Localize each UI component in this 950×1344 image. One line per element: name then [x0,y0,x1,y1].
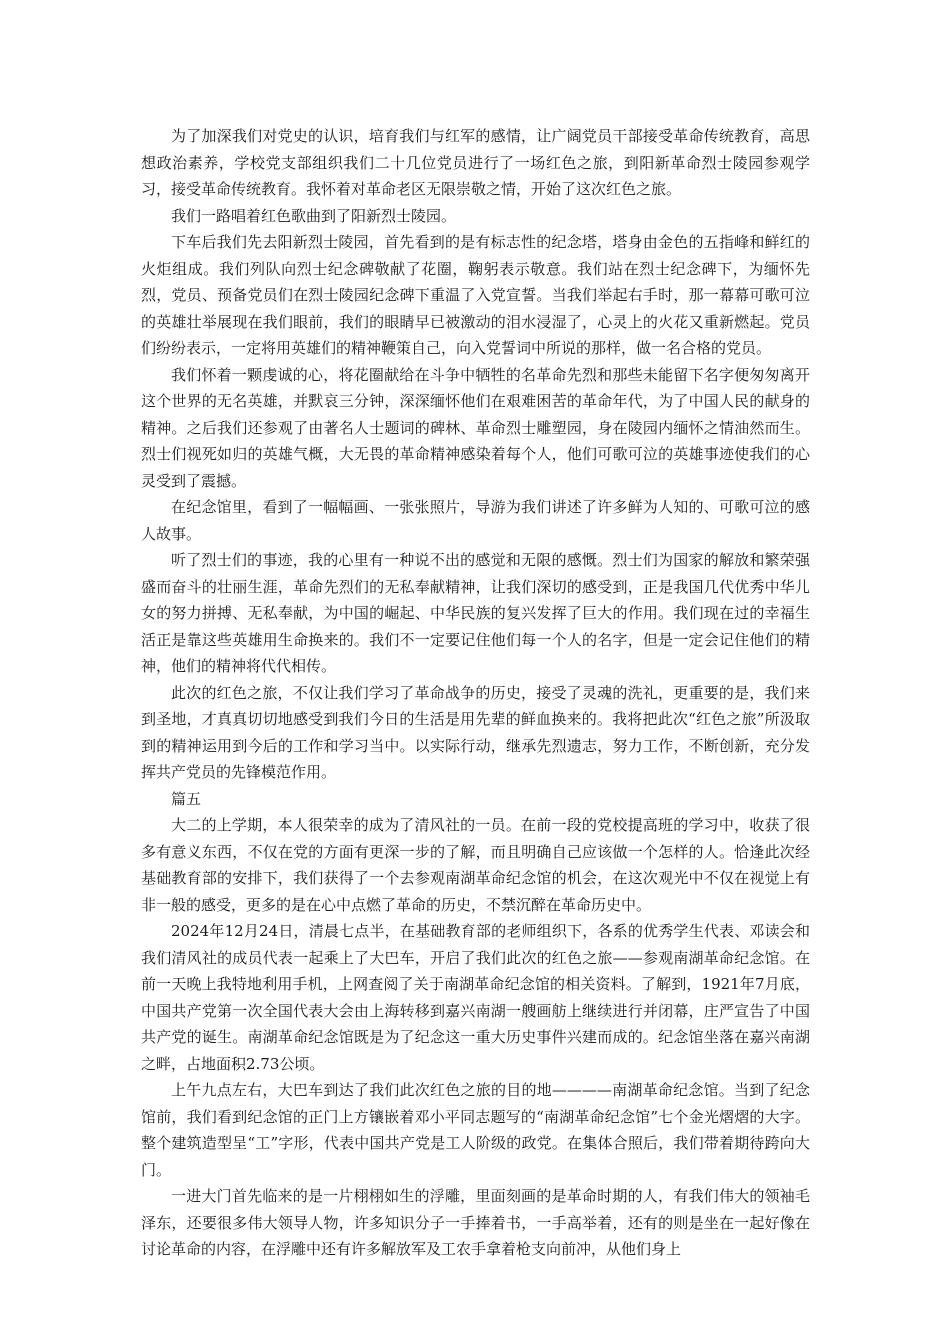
paragraph-memorial-tower: 下车后我们先去阳新烈士陵园，首先看到的是有标志性的纪念塔，塔身由金色的五指峰和鲜红的火炬组成。我们列队向烈士纪念碑敬献了花圈，鞠躬表示敬意。我们站在烈士纪念碑下，为缅怀先烈，党员、预备党员们在烈士陵园纪念碑下重温了入党宣誓。当我们举起右手时，那一幕幕可歌可泣的英雄壮举展现在我们眼前，我们的眼睛早已被激动的泪水浸湿了，心灵上的火花又重新燃起。党员们纷纷表示，一定将用英雄们的精神鞭策自己，向入党誓词中所说的那样，做一名合格的党员。 [141,233,810,357]
paragraph-museum: 在纪念馆里，看到了一幅幅画、一张张照片，导游为我们讲述了许多鲜为人知的、可歌可泣的感人故事。 [141,498,810,543]
paragraph-relief: 一进大门首先临来的是一片栩栩如生的浮雕，里面刻画的是革命时期的人，有我们伟大的领袖毛泽东，还要很多伟大领导人物，许多知识分子一手捧着书，一手高举着，还有的则是坐在一起好像在讨论革命的内容，在浮雕中还有许多解放军及工农手拿着枪支向前冲，从他们身上 [141,1187,810,1258]
document-page [141,123,810,1263]
paragraph-arrival: 上午九点左右，大巴车到达了我们此次红色之旅的目的地————南湖革命纪念馆。当到了纪念馆前，我们看到纪念馆的正门上方镶嵌着邓小平同志题写的“南湖革命纪念馆”七个金光熠熠的大字。整个建筑造型呈“工”字形，代表中国共产党是工人阶级的政党。在集体合照后，我们带着期待跨向大门。 [141,1081,810,1179]
paragraph-songs: 我们一路唱着红色歌曲到了阳新烈士陵园。 [171,206,457,225]
paragraph-reflection: 听了烈士们的事迹，我的心里有一种说不出的感觉和无限的感慨。烈士们为国家的解放和繁荣强盛而奋斗的壮丽生涯，革命先烈们的无私奉献精神，让我们深切的感受到，正是我国几代优秀中华儿女的努力拼搏、无私奉献，为中国的崛起、中华民族的复兴发挥了巨大的作用。我们现在过的幸福生活正是靠这些英雄用生命换来的。我们不一定要记住他们每一个人的名字，但是一定会记住他们的精神，他们的精神将代代相传。 [141,551,810,675]
paragraph-intro: 为了加深我们对党史的认识，培育我们与红军的感情，让广阔党员干部接受革命传统教育，高思想政治素养，学校党支部组织我们二十几位党员进行了一场红色之旅，到阳新革命烈士陵园参观学习，接受革命传统教育。我怀着对革命老区无限崇敬之情，开始了这次红色之旅。 [141,127,810,198]
section-heading-part-five: 篇五 [171,789,202,808]
paragraph-trip-date: 2024年12月24日，清晨七点半，在基础教育部的老师组织下，各系的优秀学生代表、邓读会和我们清风社的成员代表一起乘上了大巴车，开启了我们此次的红色之旅——参观南湖革命纪念馆。在前一天晚上我特地利用手机，上网查阅了关于南湖革命纪念馆的相关资料。了解到，1921年7月底，中国共产党第一次全国代表大会由上海转移到嘉兴南湖一艘画舫上继续进行并闭幕，庄严宣告了中国共产党的诞生。南湖革命纪念馆既是为了纪念这一重大历史事件兴建而成的。纪念馆坐落在嘉兴南湖之畔，占地面积2.73公顷。 [141,922,810,1073]
paragraph-conclusion: 此次的红色之旅，不仅让我们学习了革命战争的历史，接受了灵魂的洗礼，更重要的是，我们来到圣地，才真真切切地感受到我们今日的生活是用先辈的鲜血换来的。我将把此次“红色之旅”所汲取到的精神运用到今后的工作和学习当中。以实际行动，继承先烈遗志，努力工作，不断创新，充分发挥共产党员的先锋模范作用。 [141,683,810,781]
paragraph-wreath: 我们怀着一颗虔诚的心，将花圈献给在斗争中牺牲的名革命先烈和那些未能留下名字便匆匆离开这个世界的无名英雄，并默哀三分钟，深深缅怀他们在艰难困苦的革命年代，为了中国人民的献身的精神。之后我们还参观了由著名人士题词的碑林、革命烈士雕塑园，身在陵园内缅怀之情油然而生。烈士们视死如归的英雄气概，大无畏的革命精神感染着每个人，他们可歌可泣的英雄事迹使我们的心灵受到了震撼。 [141,365,810,490]
paragraph-qingfeng-intro: 大二的上学期，本人很荣幸的成为了清风社的一员。在前一段的党校提高班的学习中，收获了很多有意义东西，不仅在党的方面有更深一步的了解，而且明确自己应该做一个怎样的人。恰逢此次经基础教育部的安排下，我们获得了一个去参观南湖革命纪念馆的机会，在这次观光中不仅在视觉上有非一般的感受，更多的是在心中点燃了革命的历史，不禁沉醉在革命历史中。 [141,816,810,914]
